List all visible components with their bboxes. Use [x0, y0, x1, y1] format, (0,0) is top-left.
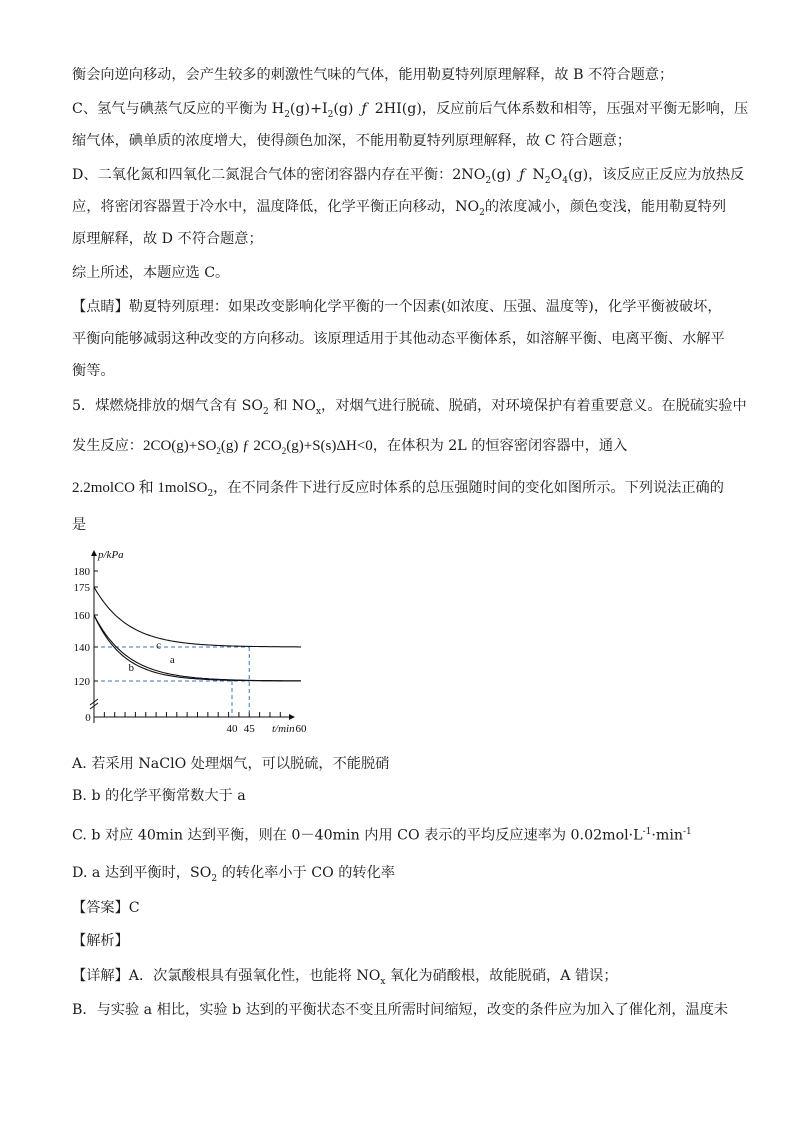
seg: 氧化为硝酸根，故能脱硝，A 错误；	[385, 968, 618, 984]
seg: ·min	[651, 827, 684, 844]
seg: C、氢气与碘蒸气反应的平衡为 H	[72, 101, 285, 117]
sub: 2	[281, 446, 287, 456]
text-line-8: 【点睛】勒夏特列原理：如果改变影响化学平衡的一个因素(如浓度、压强、温度等)，化学平衡被破坏，	[72, 299, 722, 315]
seg: C. b 对应 40min 达到平衡，则在 0－40min 内用 CO 表示的平均反应速率为 0.02mol·L	[72, 827, 643, 844]
seg: 5．煤燃烧排放的烟气含有 SO	[72, 398, 263, 414]
seg: ，对烟气进行脱硫、脱硝，对环境保护有着重要意义。在脱硫实验中	[321, 398, 747, 414]
series-a-label: a	[169, 653, 175, 666]
series-a-line	[94, 615, 301, 681]
question-5-line-2	[72, 436, 627, 461]
seg: D. a 达到平衡时，SO	[72, 865, 212, 881]
text-line-9: 平衡向能够减弱这种改变的方向移动。该原理适用于其他动态平衡体系，如溶解平衡、电离平衡、水解平	[72, 331, 725, 347]
sub: x	[380, 976, 386, 987]
series-c-line	[94, 587, 301, 647]
seg: ，在不同条件下进行反应时体系的总压强随时间的变化如图所示。下列说法正确的	[213, 480, 724, 496]
x-tick-label: 45	[243, 723, 255, 735]
series-b-line	[94, 615, 301, 681]
sub: 2	[479, 207, 485, 218]
y-tick-label: 180	[73, 566, 90, 578]
text-line-4	[72, 165, 744, 191]
seg: 和 NO	[268, 398, 316, 414]
seg: 2CO(g)+SO	[142, 438, 217, 454]
text-line-7: 综上所述，本题应选 C。	[72, 265, 230, 281]
text-line-3: 缩气体，碘单质的浓度增大，使得颜色加深，不能用勒夏特列原理解释，故 C 符合题意；	[72, 133, 632, 149]
sub: 2	[284, 109, 290, 120]
seg: 应，将密闭容器置于冷水中，温度降低，化学平衡正向移动，NO	[72, 199, 480, 215]
seg: 的转化率小于 CO 的转化率	[217, 865, 395, 881]
seg: 发生反应：	[72, 438, 143, 454]
seg: (g)+S(s)ΔH<0	[286, 438, 373, 454]
sup: -1	[683, 827, 692, 837]
equilibrium-symbol: ƒ	[519, 167, 525, 183]
sub: 2	[262, 406, 269, 417]
question-5-line-1	[72, 396, 747, 422]
analysis-heading: 【解析】	[72, 933, 129, 949]
text-line-10: 衡等。	[72, 363, 115, 379]
sub: 2	[211, 873, 218, 884]
y-tick-label: 120	[73, 676, 90, 688]
seg: (g)，该反应正反应为放热反	[568, 167, 745, 183]
seg: (g)+I	[289, 101, 328, 117]
sup: -1	[642, 827, 652, 837]
seg: 2.2molCO 和 1molSO	[72, 480, 208, 496]
option-c	[72, 822, 692, 846]
y-tick-label: 140	[73, 642, 90, 654]
detail-line-1	[72, 966, 618, 992]
seg: 的浓度减小，颜色变浅，能用勒夏特列	[484, 199, 727, 215]
x-tick-label: 60	[295, 723, 307, 735]
option-d	[72, 863, 395, 889]
sub: 2	[216, 446, 221, 456]
x-axis-label: t/min	[272, 723, 295, 735]
origin-label: 0	[85, 712, 91, 724]
option-a: A. 若采用 NaClO 处理烟气，可以脱硫，不能脱硝	[72, 756, 390, 772]
sub: 2	[327, 109, 334, 120]
seg: 【详解】A．次氯酸根具有强氧化性，也能将 NO	[72, 968, 381, 984]
sub: 2	[207, 488, 214, 499]
equilibrium-symbol: ƒ	[361, 101, 367, 117]
sub: x	[315, 406, 322, 417]
pressure-time-chart	[70, 545, 310, 740]
series-b-label: b	[128, 662, 134, 675]
answer-line: 【答案】C	[72, 900, 140, 916]
seg: (g)	[333, 101, 354, 117]
seg: N	[532, 167, 545, 183]
seg: (g) ƒ 2CO	[220, 438, 282, 454]
y-tick-label: 160	[73, 610, 90, 622]
y-tick-label: 175	[73, 582, 90, 594]
text-line-2	[72, 99, 748, 125]
text-line-5	[72, 197, 726, 223]
question-5-line-4: 是	[72, 517, 87, 533]
detail-line-2: B．与实验 a 相比，实验 b 达到的平衡状态不变且所需时间缩短，改变的条件应为加入了催化剂，温度未	[72, 1002, 729, 1018]
x-tick-label: 40	[226, 723, 238, 735]
sub: 2	[485, 175, 492, 186]
seg: O	[550, 167, 563, 183]
reaction-equation	[143, 438, 373, 454]
sub: 4	[562, 175, 569, 186]
y-axis-label: p/kPa	[98, 549, 124, 561]
seg: 2HI(g)，反应前后气体系数和相等，压强对平衡无影响，压	[374, 101, 749, 117]
seg: (g)	[491, 167, 512, 183]
text-line-1: 衡会向逆向移动，会产生较多的刺激性气味的气体，能用勒夏特列原理解释，故 B 不符合题意；	[72, 67, 674, 83]
text-line-6: 原理解释，故 D 不符合题意；	[72, 231, 263, 247]
seg: ，在体积为 2L 的恒容密闭容器中，通入	[372, 438, 628, 454]
seg: D、二氧化氮和四氧化二氮混合气体的密闭容器内存在平衡：2NO	[72, 167, 486, 183]
sub: 2	[544, 175, 551, 186]
question-5-line-3	[72, 478, 724, 504]
series-c-label: c	[156, 639, 161, 652]
option-b: B. b 的化学平衡常数大于 a	[72, 788, 246, 804]
